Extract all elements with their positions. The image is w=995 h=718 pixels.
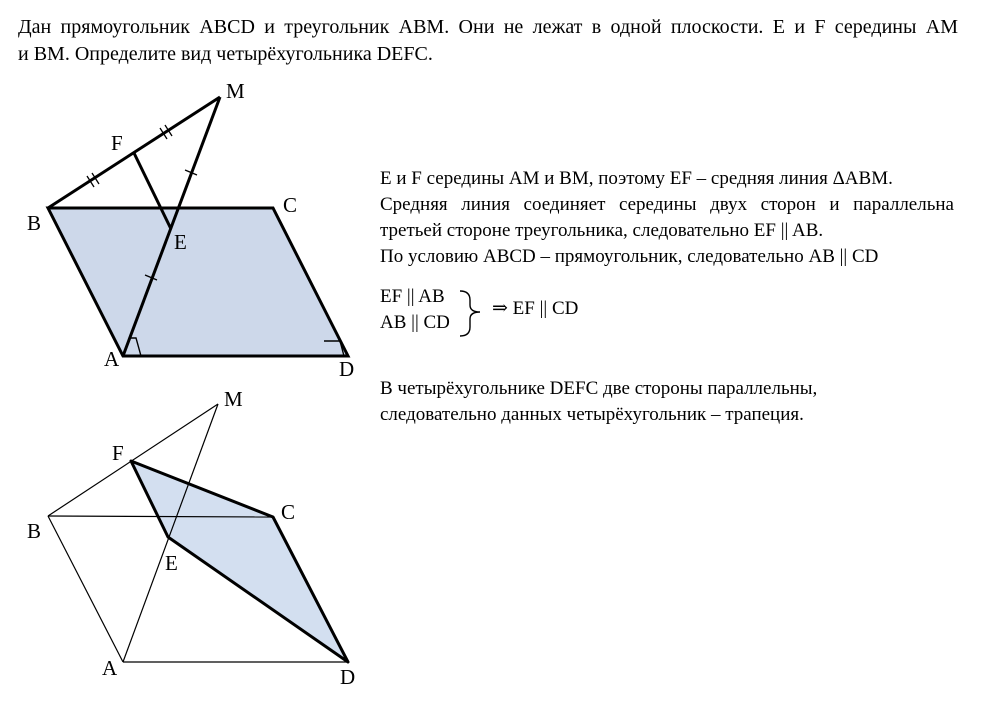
label-top-a: A — [104, 347, 120, 371]
quadrilateral-defc-fill — [131, 461, 348, 662]
final-line-2: следовательно данных четырёхугольник – трапеция. — [380, 404, 804, 425]
rectangle-abcd-fill — [48, 208, 348, 356]
solution-line-3: третьей стороне треугольника, следовательно EF || AB. — [380, 220, 824, 241]
system-line-1: EF || AB — [380, 286, 445, 307]
label-top-b: B — [27, 211, 42, 235]
label-top-c: C — [283, 193, 298, 217]
problem-line-2: и BM. Определите вид четырёхугольника DEFC. — [18, 43, 433, 65]
label-top-d: D — [339, 357, 355, 381]
label-bottom-b: B — [27, 519, 42, 543]
segment-bm — [48, 97, 220, 208]
label-bottom-e: E — [165, 551, 178, 575]
label-bottom-m: M — [224, 387, 243, 411]
label-bottom-c: C — [281, 500, 296, 524]
label-bottom-f: F — [112, 441, 124, 465]
edge-ab — [48, 516, 123, 662]
label-top-f: F — [111, 131, 123, 155]
label-top-e: E — [174, 230, 187, 254]
system-brace — [460, 291, 480, 336]
final-line-1: В четырёхугольнике DEFC две стороны параллельны, — [380, 378, 818, 399]
system-line-2: AB || CD — [380, 312, 450, 333]
problem-line-1: Дан прямоугольник ABCD и треугольник ABM. Они не лежат в одной плоскости. E и F середины AM — [18, 16, 958, 38]
label-top-m: M — [226, 79, 245, 103]
solution-line-4: По условию ABCD – прямоугольник, следовательно AB || CD — [380, 246, 879, 267]
figure-top — [27, 79, 354, 381]
solution-line-1: E и F середины AM и BM, поэтому EF – средняя линия ΔABM. — [380, 168, 893, 189]
solution-line-2: Средняя линия соединяет середины двух сторон и параллельна — [380, 194, 954, 215]
system-conclusion: ⇒ EF || CD — [492, 298, 579, 319]
label-bottom-a: A — [102, 656, 118, 680]
figure-bottom — [27, 387, 355, 689]
label-bottom-d: D — [340, 665, 356, 689]
